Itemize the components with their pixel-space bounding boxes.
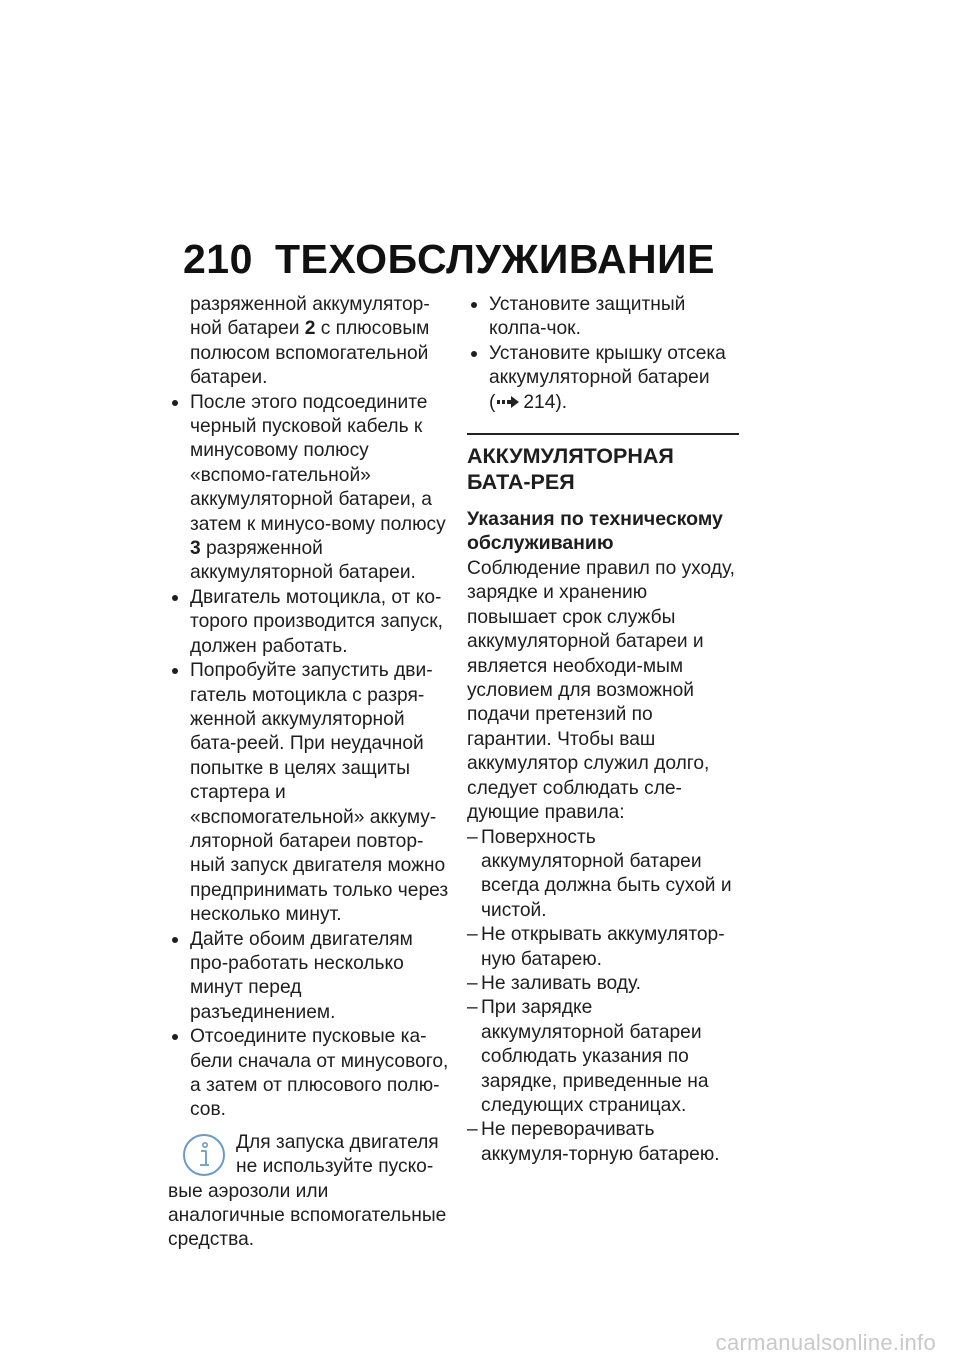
text: ). xyxy=(555,391,568,413)
list-item xyxy=(168,391,450,586)
bullet-icon xyxy=(172,937,178,943)
rules-list xyxy=(467,826,739,1168)
bullet-icon xyxy=(172,1034,178,1040)
text: ( xyxy=(489,391,496,413)
dash-text: Не заливать воду. xyxy=(481,972,642,994)
dash-text: Поверхность аккумуляторной батареи всегда должна быть сухой и чистой. xyxy=(481,826,732,921)
list-item xyxy=(168,928,450,1026)
page-reference-arrow-icon xyxy=(497,396,519,408)
info-note xyxy=(168,1131,450,1253)
dash-mark: – xyxy=(467,1119,478,1141)
list-item xyxy=(168,586,450,659)
dash-item xyxy=(467,923,739,972)
callout-number: 2 xyxy=(304,318,316,340)
bullet-icon xyxy=(471,302,477,308)
page-reference[interactable]: 214 xyxy=(523,391,556,413)
list-item xyxy=(467,293,739,342)
dash-mark: – xyxy=(467,997,478,1019)
dash-item xyxy=(467,1118,739,1167)
section-divider xyxy=(467,433,739,435)
text: разряженной аккумуляторной батареи. xyxy=(190,538,416,584)
callout-number: 3 xyxy=(190,538,201,560)
bullet-icon xyxy=(172,400,178,406)
dash-mark: – xyxy=(467,826,478,848)
dash-text: Не переворачивать аккумуля-торную батарею. xyxy=(481,1119,720,1165)
left-column xyxy=(168,293,450,1253)
watermark: carmanualsonline.info xyxy=(715,1330,936,1355)
dash-text: Не открывать аккумулятор-ную батарею. xyxy=(481,924,725,970)
text: Установите крышку отсека аккумуляторной батареи xyxy=(489,342,726,389)
list-item xyxy=(168,1025,450,1123)
intro-paragraph: Соблюдение правил по уходу, зарядке и хранению повышает срок службы аккумуляторной батареи и является необходи-мым условием для возможной подачи претензий по гарантии. Чтобы ваш аккумулятор служил долго, следует соблюдать сле-дующие правила: xyxy=(467,558,735,824)
list-item xyxy=(467,342,739,415)
dash-text: При зарядке аккумуляторной батареи соблюдать указания по зарядке, приведенные на следующих страницах. xyxy=(481,997,709,1116)
page-number: 210 xyxy=(183,236,253,282)
text: Отсоедините пусковые ка-бели сначала от минусового, а затем от плюсового полю-сов. xyxy=(190,1026,449,1121)
text: Дайте обоим двигателям про-работать несколько минут перед разъединением. xyxy=(190,928,413,1023)
text: с плюсовым полюсом вспомогательной батареи. xyxy=(190,318,430,389)
bullet-icon xyxy=(172,595,178,601)
chapter-title: ТЕХОБСЛУЖИВАНИЕ xyxy=(275,236,715,282)
info-text: Для запуска двигателя не используйте пуско-вые аэрозоли или аналогичные вспомогательные средства. xyxy=(168,1131,447,1251)
text: Двигатель мотоцикла, от ко-торого производится запуск, должен работать. xyxy=(190,586,443,657)
text: Установите защитный колпа-чок. xyxy=(489,294,686,340)
text: После этого подсоедините черный пусковой кабель к минусовому полюсу «вспомо-гательной» аккумуляторной батареи, а затем к минусо-вому полюсу xyxy=(190,391,446,535)
dash-item xyxy=(467,996,739,1118)
list-item xyxy=(168,659,450,927)
info-icon xyxy=(182,1133,226,1177)
dash-item xyxy=(467,972,739,996)
section-title: АККУМУЛЯТОРНАЯ БАТА-РЕЯ xyxy=(467,444,674,495)
bullet-icon xyxy=(172,668,178,674)
continued-paragraph xyxy=(168,293,450,391)
text: разряженной аккумулятор-ной батареи xyxy=(190,294,430,340)
dash-item xyxy=(467,826,739,924)
dash-mark: – xyxy=(467,924,478,946)
text: Попробуйте запустить дви-гатель мотоцикла с разря-женной аккумуляторной бата-реей. При неудачной попытке в целях защиты стартера и «вспомогательной» аккуму-ляторной батареи повтор-ный запуск двигателя можно предпринимать только через несколько минут. xyxy=(190,660,449,926)
dash-mark: – xyxy=(467,972,478,994)
bullet-icon xyxy=(471,351,477,357)
right-column xyxy=(467,293,739,1167)
subsection-title: Указания по техническому обслуживанию xyxy=(467,508,723,555)
